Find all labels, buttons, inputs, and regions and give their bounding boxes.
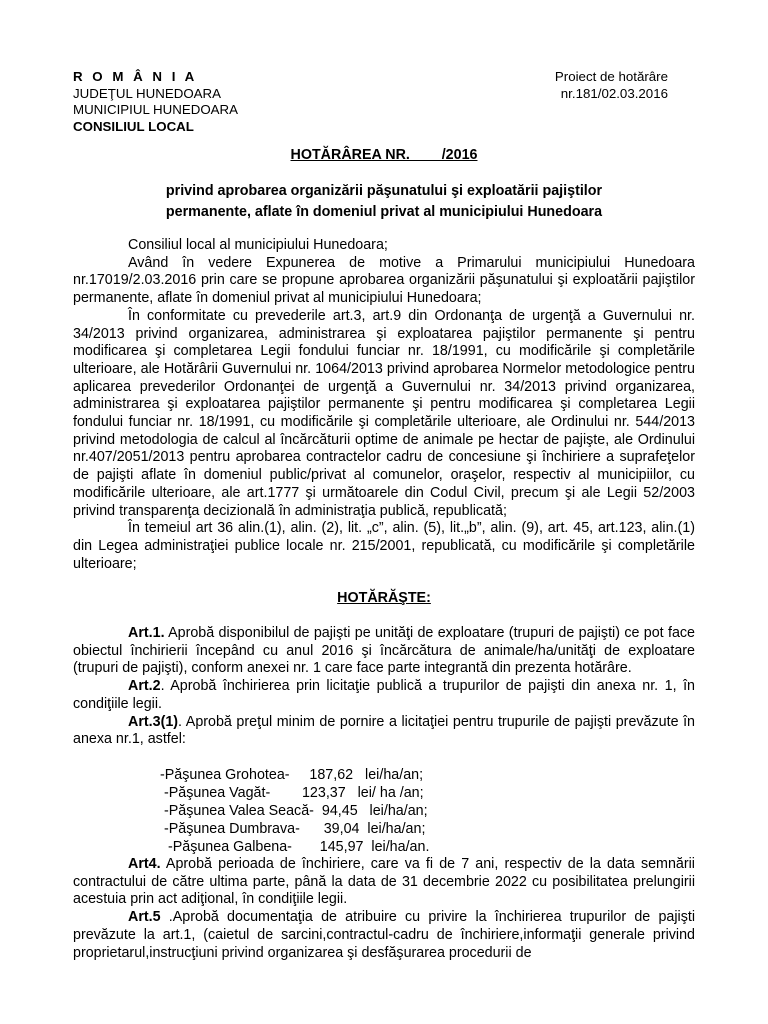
municipality-name: MUNICIPIUL HUNEDOARA: [73, 102, 238, 117]
article-3-label: Art.3(1): [128, 713, 179, 730]
article-5-text: .Aprobă documentaţia de atribuire cu privire la închirierea trupurilor de pajişti prevăzute la art.1, (caietul de sarcini,contractul-cadru de închiriere,informaţii generale privind proprietarul,instrucţiuni privind organizarea şi desfăşurarea procedurii de: [73, 909, 695, 961]
subtitle-line-2: permanente, aflate în domeniul privat al municipiului Hunedoara: [165, 204, 603, 220]
preamble-paragraph-2: Având în vedere Expunerea de motive a Primarului municipiului Hunedoara nr.17019/2.03.2016 prin care se propune aprobarea organizării păşunatului şi exploatării pajiştilor permanente, aflate în domeniul privat al municipiului Hunedoara;: [73, 254, 695, 307]
price-row: -Păşunea Vagăt- 123,37 lei/ ha /an;: [160, 785, 424, 801]
price-row: -Păşunea Grohotea- 187,62 lei/ha/an;: [160, 767, 424, 783]
articles-1-3: [73, 625, 695, 749]
issuer-block: [73, 69, 238, 135]
article-3: [73, 714, 695, 749]
county-name: JUDEŢUL HUNEDOARA: [73, 85, 222, 101]
article-3-text: . Aprobă preţul minim de pornire a licitaţiei pentru trupurile de pajişti prevăzute în anexa nr.1, astfel:: [73, 713, 695, 748]
project-label: Proiect de hotărâre: [554, 69, 668, 84]
article-4-text: Aprobă perioada de închiriere, care va fi de 7 ani, respectiv de la data semnării contractului de către ultima parte, până la data de 31 decembrie 2022 cu posibilitatea prelungirii acestuia prin act adiţional, în condiţiile legii.: [73, 856, 695, 908]
project-number: nr.181/02.03.2016: [560, 85, 668, 101]
preamble-paragraph-1: Consiliul local al municipiului Hunedoara;: [128, 237, 388, 253]
articles-4-5: [73, 856, 695, 962]
preamble: [73, 237, 695, 573]
article-4: [73, 856, 695, 909]
article-5-label: Art.5: [128, 909, 161, 926]
document-title: [0, 147, 768, 165]
article-1-label: Art.1.: [128, 625, 165, 641]
article-1-text: Aprobă disponibilul de pajişti pe unităţi de exploatare (trupuri de pajişti) ce pot face obiectul închirierii începând cu anul 2016 şi încărcătura de animale/ha/unităţi de exploatare (trupuri de pajişti), conform anexei nr. 1 care face parte integrantă din prezenta hotărâre.: [73, 625, 695, 677]
article-5: [73, 909, 695, 962]
country-name: R O M Â N I A: [73, 69, 198, 84]
decides-heading: HOTĂRĂŞTE:: [337, 590, 431, 606]
document-subtitle: [73, 181, 695, 223]
article-2: [73, 678, 695, 713]
article-4-label: Art4.: [128, 856, 161, 872]
price-row: -Păşunea Galbena- 145,97 lei/ha/an.: [160, 839, 430, 855]
preamble-paragraph-4: În temeiul art 36 alin.(1), alin. (2), lit. „c”, alin. (5), lit.„b”, alin. (9), art. 45, art.123, alin.(1) din Legea administraţiei publice locale nr. 215/2001, republicată, cu modificările şi completările ulterioare;: [73, 520, 695, 572]
article-1: [73, 625, 695, 678]
price-row: -Păşunea Dumbrava- 39,04 lei/ha/an;: [160, 821, 426, 837]
project-block: [520, 69, 668, 102]
article-2-text: . Aprobă închirierea prin licitaţie publică a trupurilor de pajişti din anexa nr. 1, în condiţiile legii.: [73, 678, 695, 712]
article-2-label: Art.2: [128, 678, 161, 695]
preamble-paragraph-3: În conformitate cu prevederile art.3, art.9 din Ordonanţa de urgenţă a Guvernului nr. 34/2013 privind organizarea, administrarea şi exploatarea pajiştilor permanente şi pentru modificarea şi completarea Legii fondului funciar nr. 18/1991, cu modificările şi completările ulterioare, ale Hotărârii Guvernului nr. 1064/2013 privind aprobarea Normelor metodologice pentru aplicarea prevederilor Ordonanţei de urgenţă a Guvernului nr. 34/2013 privind organizarea, administrarea şi exploatarea pajiştilor permanente şi pentru modificarea şi completarea Legii fondului funciar nr. 18/1991, cu modificările şi completările ulterioare, ale Ordinului nr. 544/2013 privind metodologia de calcul al încărcăturii optime de animale pe hectar de pajişte, ale Ordinului nr.407/2051/2013 pentru aprobarea contractelor cadru de concesiune şi închiriere a suprafeţelor de pajişti aflate în domeniul public/privat al comunelor, oraşelor, respectiv al municipiilor, cu modificările ulterioare, ale art.1777 şi următoarele din Codul Civil, precum şi ale Legii 52/2003 privind transparenţa decizională în administraţia publică, republicată;: [73, 307, 695, 519]
price-row: -Păşunea Valea Seacă- 94,45 lei/ha/an;: [160, 803, 428, 819]
subtitle-line-1: privind aprobarea organizării păşunatului şi exploatării pajiştilor: [165, 183, 603, 199]
title-text: HOTĂRÂREA NR.____/2016: [290, 147, 478, 163]
council-name: CONSILIUL LOCAL: [73, 118, 194, 134]
